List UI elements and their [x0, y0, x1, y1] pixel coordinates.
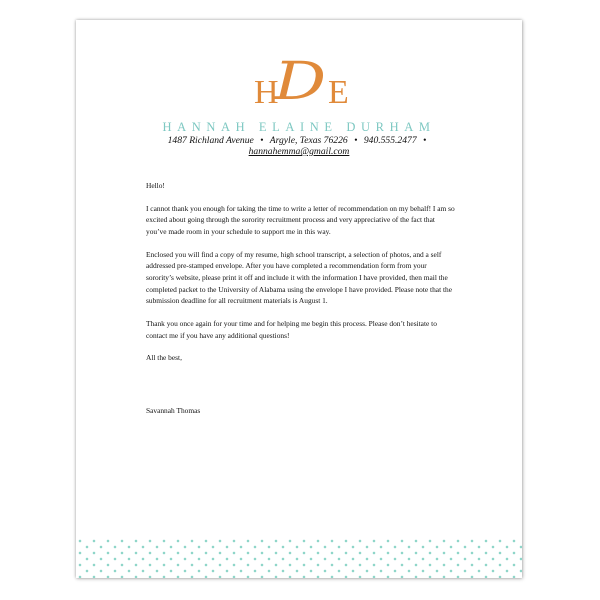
letter-signature: Savannah Thomas — [146, 406, 201, 416]
letter-page — [76, 20, 522, 578]
address-bullet: • — [423, 135, 427, 146]
address-bullet: • — [354, 135, 358, 146]
letter-paragraph: Enclosed you will find a copy of my resume, high school transcript, a selection of photos, and a self addressed pre-stamped envelope. After you have completed a recommendation form from your sorority’s website, please print it off and include it with the information I have provided, then mail the completed packet to the University of Alabama using the envelope I have provided. Please note that the submission deadline for all recruitment materials is August 1. — [146, 249, 452, 306]
sender-name: HANNAH ELAINE DURHAM — [162, 120, 436, 134]
polka-dot-footer-pattern — [76, 538, 522, 578]
sender-email-link[interactable]: hannahemma@gmail.com — [248, 146, 350, 157]
address-street: 1487 Richland Avenue — [167, 135, 254, 146]
monogram-center-letter: D — [274, 52, 327, 112]
letter-greeting: Hello! — [146, 181, 165, 190]
letter-paragraph: I cannot thank you enough for taking the time to write a letter of recommendation on my behalf! I am so excited about going through the sorority recruitment process and very appreciative of the fact that you’ve made room in your schedule to support me in this way. — [146, 203, 455, 236]
sender-address — [76, 135, 522, 146]
letter-body — [146, 180, 456, 428]
address-bullet: • — [260, 135, 264, 146]
address-phone: 940.555.2477 — [363, 135, 417, 146]
letter-closing: All the best, — [146, 353, 182, 363]
address-city: Argyle, Texas 76226 — [269, 135, 348, 146]
signature-space — [146, 375, 456, 405]
monogram-right-letter: E — [328, 74, 349, 111]
letter-paragraph: Thank you once again for your time and for helping me begin this process. Please don’t hesitate to contact me if you have any additional questions! — [146, 318, 437, 340]
monogram — [76, 52, 522, 112]
monogram-left-letter: H — [254, 74, 279, 111]
